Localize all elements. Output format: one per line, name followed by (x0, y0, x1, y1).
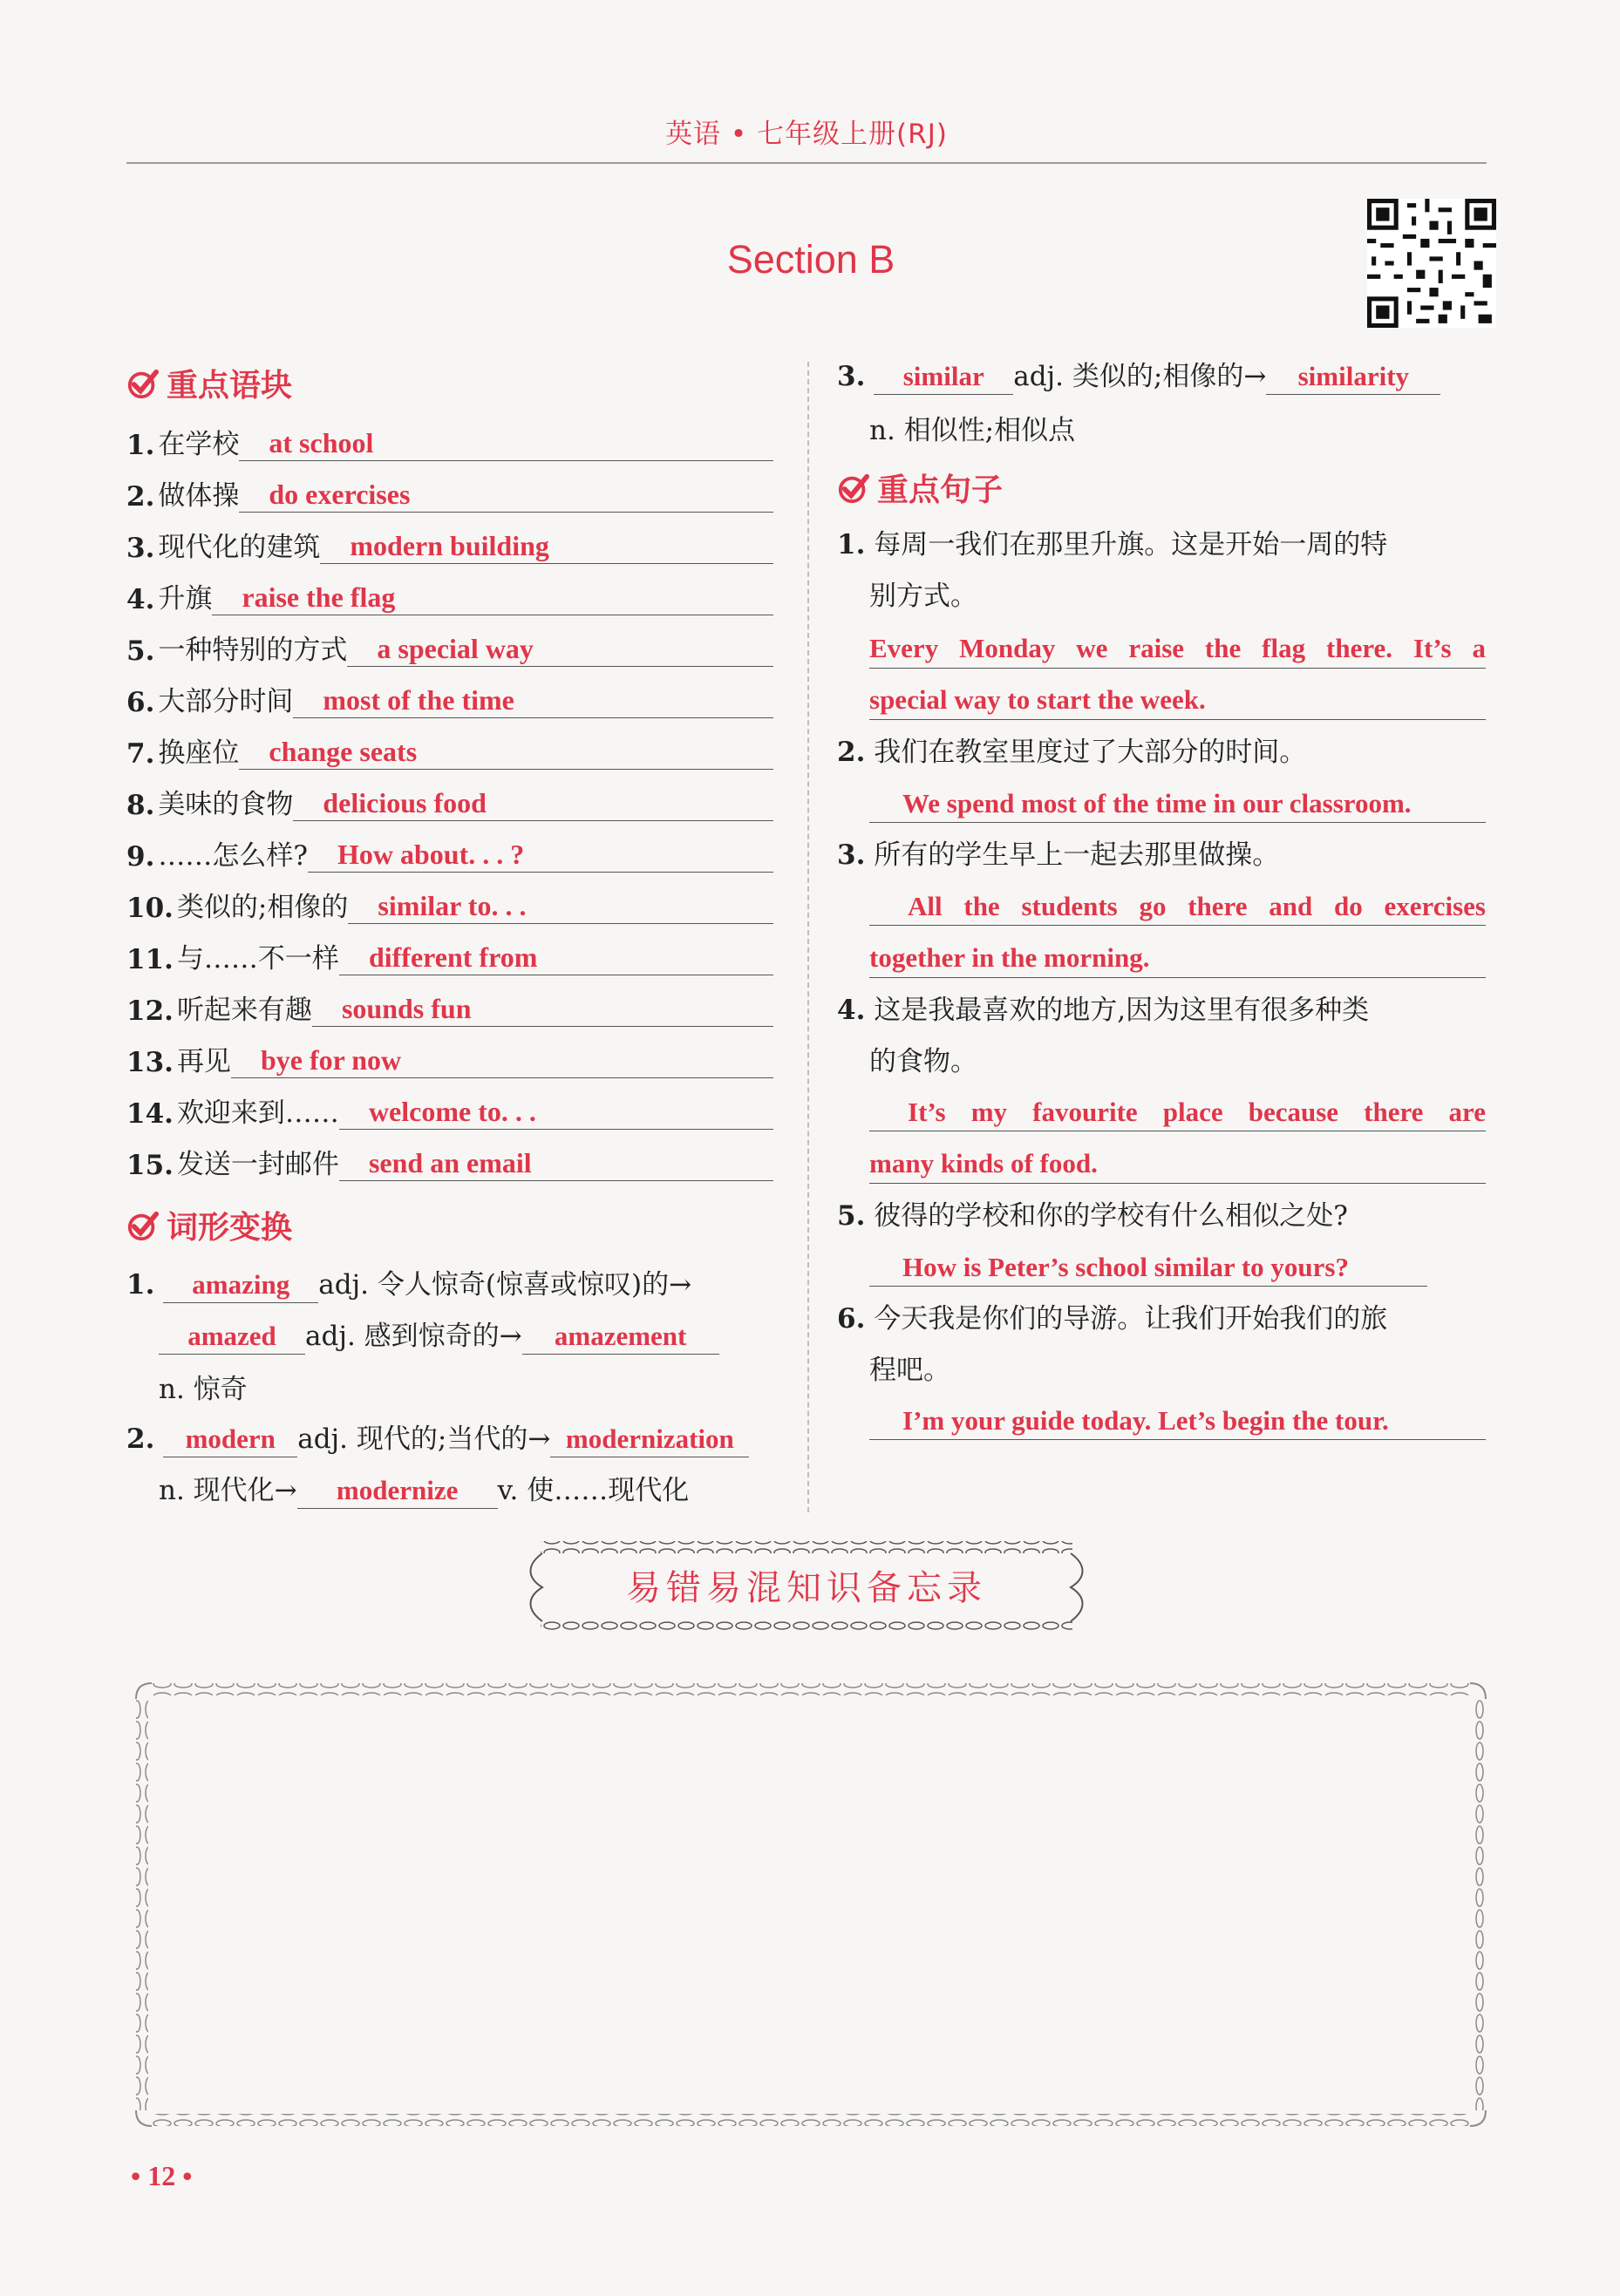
item-number: 6. (126, 687, 155, 718)
item-number: 11. (126, 944, 174, 975)
phrase-answer: change seats (239, 734, 773, 770)
phrase-row (126, 770, 773, 821)
sentence-3-prompt (837, 830, 1279, 881)
word-form-text: n. 现代化→ (159, 1475, 297, 1506)
sentence-5-prompt (837, 1191, 1348, 1242)
word-form-2-line-2 (159, 1468, 689, 1509)
check-icon (126, 1209, 160, 1242)
phrase-row (126, 1027, 773, 1078)
item-number: 4. (126, 584, 155, 615)
running-header: 英语 • 七年级上册(RJ) (665, 119, 948, 150)
memo-box-frame (131, 1678, 1491, 2131)
phrase-zh: 现代化的建筑 (158, 532, 321, 563)
word-form-1-line-3 (159, 1367, 248, 1406)
phrase-row (126, 718, 773, 770)
phrases-heading (126, 361, 292, 405)
sentence-zh: 所有的学生早上一起去那里做操。 (874, 839, 1280, 871)
phrase-zh: 类似的;相像的 (176, 892, 349, 923)
item-number: 2. (126, 481, 155, 513)
sentence-3-answer-line-1: All the students go there and do exercises (869, 887, 1486, 926)
word-form-3-line-1 (837, 354, 1440, 395)
memo-title: 易错易混知识备忘录 (626, 1568, 987, 1608)
phrase-row (126, 924, 773, 975)
item-number: 1. (837, 529, 866, 560)
phrase-zh: 在学校 (158, 429, 240, 460)
sentence-zh: 别方式。 (869, 581, 977, 612)
phrase-zh: 换座位 (158, 737, 240, 769)
phrases-heading-label: 重点语块 (167, 368, 293, 404)
word-form-answer: modernize (297, 1473, 498, 1509)
item-number: 7. (126, 738, 155, 770)
sentence-6-answer: I’m your guide today. Let’s begin the tour. (869, 1402, 1486, 1440)
word-form-1-line-2 (159, 1314, 719, 1355)
item-number: 14. (126, 1098, 174, 1130)
item-number: 3. (837, 839, 866, 871)
item-number: 5. (126, 635, 155, 667)
phrase-answer: different from (339, 940, 773, 975)
check-icon (837, 472, 870, 505)
item-number: 6. (837, 1303, 866, 1335)
phrase-row (126, 975, 773, 1027)
phrase-answer: welcome to. . . (339, 1094, 773, 1130)
sentences-heading (837, 465, 1003, 510)
word-form-text: n. 相似性;相似点 (869, 415, 1076, 446)
phrase-row (126, 410, 773, 461)
phrase-row (126, 1078, 773, 1130)
phrase-row (126, 615, 773, 667)
item-number: 3. (837, 361, 866, 392)
word-form-answer: amazed (159, 1319, 305, 1355)
phrase-row (126, 461, 773, 513)
phrase-row (126, 513, 773, 564)
item-number: 15. (126, 1150, 174, 1181)
phrase-answer: send an email (339, 1145, 773, 1181)
phrase-zh: 做体操 (158, 480, 240, 512)
phrase-zh: ……怎么样? (158, 840, 308, 872)
phrase-answer: raise the flag (212, 580, 773, 615)
phrase-answer: a special way (347, 631, 773, 667)
section-title: Section B (726, 237, 895, 282)
phrase-zh: 升旗 (158, 583, 213, 615)
word-form-answer: amazing (163, 1267, 318, 1303)
phrase-zh: 一种特别的方式 (158, 635, 348, 666)
phrase-answer: How about. . . ? (308, 837, 773, 873)
item-number: 12. (126, 995, 174, 1027)
item-number: 5. (837, 1200, 866, 1232)
phrase-row (126, 1130, 773, 1181)
word-forms-heading-label: 词形变换 (167, 1210, 293, 1246)
sentence-4-answer-line-2: many kinds of food. (869, 1145, 1486, 1184)
sentence-1-answer-line-2: special way to start the week. (869, 681, 1486, 720)
phrase-answer: bye for now (231, 1043, 773, 1078)
phrase-row (126, 564, 773, 615)
phrase-answer: do exercises (239, 477, 773, 513)
phrase-answer: delicious food (293, 785, 773, 821)
phrase-zh: 美味的食物 (158, 789, 294, 820)
phrase-answer: similar to. . . (348, 888, 773, 924)
item-number: 3. (126, 533, 155, 564)
item-number: 10. (126, 893, 174, 924)
phrase-zh: 欢迎来到…… (176, 1097, 339, 1129)
sentence-6-prompt (837, 1294, 1387, 1345)
word-form-text: n. 惊奇 (159, 1374, 248, 1405)
sentence-2-prompt (837, 727, 1306, 778)
item-number: 1. (126, 430, 155, 461)
header-rule (126, 162, 1487, 164)
sentence-2-answer: We spend most of the time in our classroom. (869, 785, 1486, 823)
item-number: 13. (126, 1047, 174, 1078)
word-form-answer: modern (163, 1422, 297, 1457)
sentence-zh: 每周一我们在那里升旗。这是开始一周的特 (874, 529, 1388, 560)
word-form-2-line-1 (126, 1416, 749, 1457)
sentence-3-answer-line-2: together in the morning. (869, 939, 1486, 978)
phrase-answer: most of the time (293, 683, 773, 718)
item-number: 2. (837, 737, 866, 768)
phrase-zh: 与……不一样 (176, 943, 339, 975)
word-forms-heading (126, 1203, 292, 1247)
qr-code-icon (1367, 199, 1496, 328)
column-divider (807, 362, 809, 1512)
sentence-1-answer-line-1: Every Monday we raise the flag there. It’s a (869, 629, 1486, 669)
sentences-heading-label: 重点句子 (877, 472, 1004, 508)
sentence-zh: 的食物。 (869, 1046, 977, 1077)
phrase-answer: at school (239, 425, 773, 461)
word-form-text: adj. 令人惊奇(惊喜或惊叹)的→ (318, 1269, 692, 1301)
sentence-zh: 程吧。 (869, 1355, 950, 1386)
sentence-5-answer: How is Peter’s school similar to yours? (869, 1248, 1427, 1287)
word-form-text: adj. 现代的;当代的→ (297, 1423, 551, 1455)
phrase-zh: 大部分时间 (158, 686, 294, 717)
word-form-answer: modernization (550, 1422, 749, 1457)
word-form-answer: amazement (522, 1319, 719, 1355)
item-number: 2. (126, 1423, 155, 1455)
phrase-answer: sounds fun (312, 991, 773, 1027)
item-number: 8. (126, 790, 155, 821)
word-form-text: adj. 感到惊奇的→ (305, 1321, 522, 1352)
sentence-1-prompt (837, 520, 1387, 571)
sentence-zh: 这是我最喜欢的地方,因为这里有很多种类 (874, 995, 1370, 1026)
word-form-answer: similarity (1266, 359, 1440, 395)
item-number: 1. (126, 1269, 155, 1301)
phrase-answer: modern building (320, 528, 773, 564)
sentence-zh: 我们在教室里度过了大部分的时间。 (874, 737, 1307, 768)
item-number: 4. (837, 995, 866, 1026)
word-form-text: v. 使……现代化 (497, 1475, 690, 1506)
page-number: • 12 • (131, 2160, 193, 2191)
phrase-zh: 再见 (176, 1046, 231, 1077)
check-icon (126, 367, 160, 400)
phrase-row (126, 873, 773, 924)
sentence-4-prompt (837, 985, 1369, 1036)
word-form-answer: similar (874, 359, 1013, 395)
word-form-3-line-2 (869, 408, 1075, 447)
sentence-zh: 彼得的学校和你的学校有什么相似之处? (874, 1200, 1348, 1232)
phrase-row (126, 667, 773, 718)
word-form-1-line-1 (126, 1262, 691, 1303)
phrase-row (126, 821, 773, 873)
word-form-text: adj. 类似的;相像的→ (1013, 361, 1267, 392)
phrase-zh: 听起来有趣 (176, 995, 312, 1026)
phrase-zh: 发送一封邮件 (176, 1149, 339, 1180)
sentence-4-answer-line-1: It’s my favourite place because there are (869, 1093, 1486, 1131)
sentence-zh: 今天我是你们的导游。让我们开始我们的旅 (874, 1303, 1388, 1335)
item-number: 9. (126, 841, 155, 873)
